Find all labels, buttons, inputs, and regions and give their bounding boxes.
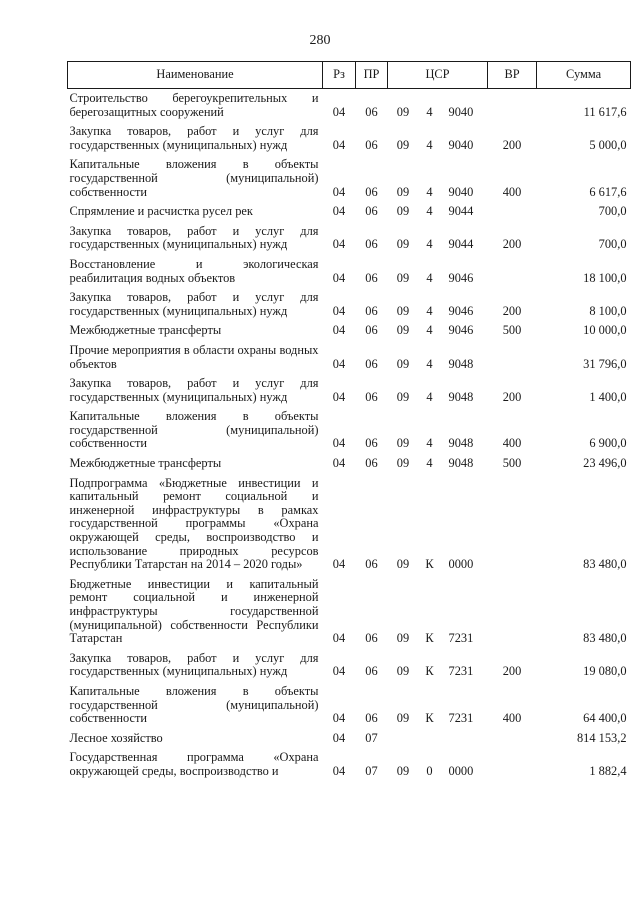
row-csr-direction: 7231 xyxy=(448,631,474,646)
row-csr-program: 09 xyxy=(396,323,410,338)
row-rz: 04 xyxy=(332,184,346,199)
row-csr-direction: 0000 xyxy=(448,763,474,778)
row-pr: 06 xyxy=(365,184,378,199)
row-pr: 06 xyxy=(365,323,378,338)
row-sum: 11 617,6 xyxy=(583,104,627,119)
row-sum: 18 100,0 xyxy=(583,270,627,285)
row-csr-subprogram: 4 xyxy=(426,436,433,451)
row-rz: 04 xyxy=(332,664,346,679)
row-pr: 06 xyxy=(365,456,378,471)
row-csr-subprogram: 4 xyxy=(426,184,433,199)
row-sum: 8 100,0 xyxy=(589,303,627,318)
row-csr-direction: 9046 xyxy=(448,303,474,318)
row-vr: 400 xyxy=(502,711,522,726)
row-csr-direction: 9048 xyxy=(448,356,474,371)
table-row xyxy=(68,155,631,202)
header-pr: ПР xyxy=(356,62,388,89)
row-sum: 10 000,0 xyxy=(583,323,627,338)
row-vr xyxy=(488,729,537,749)
table-row xyxy=(68,748,631,781)
row-sum: 83 480,0 xyxy=(583,631,627,646)
row-csr-subprogram: 4 xyxy=(426,389,433,404)
header-csr: ЦСР xyxy=(388,62,488,89)
row-csr-program: 09 xyxy=(396,204,410,219)
table-row xyxy=(68,89,631,123)
table-body xyxy=(68,89,631,782)
row-name: Закупка товаров, работ и услуг для государственных (муниципальных) нужд xyxy=(69,290,319,318)
row-vr: 500 xyxy=(502,456,522,471)
row-pr: 06 xyxy=(365,137,378,152)
row-csr-direction xyxy=(441,729,488,749)
row-csr-subprogram: К xyxy=(425,664,434,679)
row-sum: 1 400,0 xyxy=(589,389,627,404)
row-rz: 04 xyxy=(332,237,346,252)
row-pr: 06 xyxy=(365,237,378,252)
row-rz: 04 xyxy=(332,137,346,152)
table-row xyxy=(68,321,631,341)
row-pr: 06 xyxy=(365,436,378,451)
row-rz: 04 xyxy=(332,730,346,745)
row-name: Капитальные вложения в объекты государственной (муниципальной) собственности xyxy=(69,409,319,451)
row-csr-subprogram: 4 xyxy=(426,323,433,338)
row-csr-direction: 7231 xyxy=(448,664,474,679)
row-name: Восстановление и экологическая реабилитация водных объектов xyxy=(69,256,319,285)
table-row xyxy=(68,341,631,374)
row-sum: 19 080,0 xyxy=(583,664,627,679)
row-csr-subprogram: 0 xyxy=(426,763,433,778)
table-row xyxy=(68,649,631,682)
row-name: Прочие мероприятия в области охраны водных объектов xyxy=(69,342,319,371)
row-csr-direction: 9048 xyxy=(448,436,474,451)
row-csr-subprogram: К xyxy=(425,631,434,646)
row-csr-program: 09 xyxy=(396,137,410,152)
row-sum: 23 496,0 xyxy=(583,456,627,471)
table-row xyxy=(68,575,631,649)
table-row xyxy=(68,474,631,575)
row-csr-program: 09 xyxy=(396,356,410,371)
row-csr-subprogram: 4 xyxy=(426,356,433,371)
row-sum: 6 900,0 xyxy=(589,436,627,451)
row-sum: 6 617,6 xyxy=(589,184,627,199)
row-pr: 06 xyxy=(365,711,378,726)
table-row xyxy=(68,407,631,454)
row-sum: 5 000,0 xyxy=(589,137,627,152)
header-name: Наименование xyxy=(68,62,323,89)
row-pr: 06 xyxy=(365,664,378,679)
row-csr-subprogram: 4 xyxy=(426,104,433,119)
table-row xyxy=(68,122,631,155)
row-csr-direction: 9040 xyxy=(448,184,474,199)
row-csr-direction: 0000 xyxy=(448,557,474,572)
header-vr: ВР xyxy=(488,62,537,89)
row-csr-direction: 9046 xyxy=(448,270,474,285)
row-pr: 07 xyxy=(365,763,378,778)
row-rz: 04 xyxy=(332,763,346,778)
row-rz: 04 xyxy=(332,303,346,318)
row-rz: 04 xyxy=(332,389,346,404)
budget-table xyxy=(67,61,631,782)
table-header-row xyxy=(68,62,631,89)
row-csr-program: 09 xyxy=(396,237,410,252)
row-csr-program: 09 xyxy=(396,104,410,119)
row-sum: 700,0 xyxy=(598,237,627,252)
row-pr: 06 xyxy=(365,356,378,371)
row-vr xyxy=(488,748,537,781)
row-pr: 06 xyxy=(365,389,378,404)
row-csr-subprogram: 4 xyxy=(426,303,433,318)
row-vr: 200 xyxy=(502,303,522,318)
row-csr-direction: 7231 xyxy=(448,711,474,726)
row-rz: 04 xyxy=(332,711,346,726)
row-csr-subprogram: 4 xyxy=(426,137,433,152)
row-pr: 06 xyxy=(365,204,378,219)
row-csr-program: 09 xyxy=(396,270,410,285)
row-csr-program xyxy=(388,729,419,749)
row-sum: 700,0 xyxy=(598,204,627,219)
row-vr: 400 xyxy=(502,436,522,451)
row-csr-direction: 9048 xyxy=(448,389,474,404)
row-csr-direction: 9040 xyxy=(448,137,474,152)
row-csr-direction: 9044 xyxy=(448,204,474,219)
row-rz: 04 xyxy=(332,436,346,451)
row-name: Межбюджетные трансферты xyxy=(69,456,222,471)
row-pr: 06 xyxy=(365,557,378,572)
row-csr-program: 09 xyxy=(396,436,410,451)
row-name: Государственная программа «Охрана окружающей среды, воспроизводство и xyxy=(69,750,319,778)
row-vr: 200 xyxy=(502,137,522,152)
row-vr xyxy=(488,341,537,374)
row-sum: 31 796,0 xyxy=(583,356,627,371)
row-rz: 04 xyxy=(332,204,346,219)
header-rz: Рз xyxy=(323,62,356,89)
table-row xyxy=(68,729,631,749)
row-name: Межбюджетные трансферты xyxy=(69,323,222,338)
row-name: Подпрограмма «Бюджетные инвестиции и капитальный ремонт социальной и инженерной инфраструктуры в рамках государственной программы «Охрана окружающей среды, воспроизводство и использование природных ресурсов Республики Татарстан на 2014 – 2020 годы» xyxy=(69,475,319,572)
row-pr: 06 xyxy=(365,104,378,119)
row-csr-subprogram: 4 xyxy=(426,270,433,285)
row-csr-subprogram: К xyxy=(425,557,434,572)
row-sum: 64 400,0 xyxy=(583,711,627,726)
row-rz: 04 xyxy=(332,356,346,371)
row-csr-program: 09 xyxy=(396,763,410,778)
row-sum: 814 153,2 xyxy=(576,730,627,745)
row-sum: 1 882,4 xyxy=(589,763,627,778)
row-pr: 07 xyxy=(365,730,378,745)
row-name: Строительство берегоукрепительных и берегозащитных сооружений xyxy=(69,91,319,119)
page-number: 280 xyxy=(309,33,331,48)
row-csr-direction: 9046 xyxy=(448,323,474,338)
row-name: Закупка товаров, работ и услуг для государственных (муниципальных) нужд xyxy=(69,650,319,679)
row-rz: 04 xyxy=(332,557,346,572)
row-vr: 400 xyxy=(502,184,522,199)
row-csr-subprogram: 4 xyxy=(426,237,433,252)
row-vr xyxy=(488,575,537,649)
table-row xyxy=(68,374,631,407)
row-name: Закупка товаров, работ и услуг для государственных (муниципальных) нужд xyxy=(69,124,319,152)
row-csr-subprogram: К xyxy=(425,711,434,726)
row-csr-program: 09 xyxy=(396,557,410,572)
row-csr-program: 09 xyxy=(396,456,410,471)
row-csr-subprogram xyxy=(419,729,441,749)
row-name: Бюджетные инвестиции и капитальный ремонт социальной и инженерной инфраструктуры государственной (муниципальной) собственности Республики Татарстан xyxy=(69,576,319,646)
row-name: Закупка товаров, работ и услуг для государственных (муниципальных) нужд xyxy=(69,223,319,252)
row-csr-subprogram: 4 xyxy=(426,204,433,219)
row-csr-direction: 9048 xyxy=(448,456,474,471)
row-vr xyxy=(488,255,537,288)
table-row xyxy=(68,255,631,288)
row-rz: 04 xyxy=(332,631,346,646)
row-csr-program: 09 xyxy=(396,664,410,679)
row-vr: 200 xyxy=(502,389,522,404)
table-row xyxy=(68,222,631,255)
row-vr: 200 xyxy=(502,664,522,679)
row-rz: 04 xyxy=(332,323,346,338)
row-vr xyxy=(488,202,537,222)
row-csr-program: 09 xyxy=(396,389,410,404)
table-row xyxy=(68,682,631,729)
row-vr: 200 xyxy=(502,237,522,252)
row-sum: 83 480,0 xyxy=(583,557,627,572)
header-sum: Сумма xyxy=(537,62,631,89)
row-vr xyxy=(488,89,537,123)
row-csr-program: 09 xyxy=(396,184,410,199)
row-csr-program: 09 xyxy=(396,303,410,318)
row-rz: 04 xyxy=(332,104,346,119)
row-vr: 500 xyxy=(502,323,522,338)
row-name: Спрямление и расчистка русел рек xyxy=(69,204,253,219)
row-pr: 06 xyxy=(365,631,378,646)
table-row xyxy=(68,288,631,321)
row-vr xyxy=(488,474,537,575)
table-row xyxy=(68,454,631,474)
row-rz: 04 xyxy=(332,270,346,285)
table-row xyxy=(68,202,631,222)
row-pr: 06 xyxy=(365,303,378,318)
row-name: Лесное хозяйство xyxy=(69,730,163,745)
row-csr-program: 09 xyxy=(396,711,410,726)
row-pr: 06 xyxy=(365,270,378,285)
row-csr-direction: 9044 xyxy=(448,237,474,252)
row-csr-direction: 9040 xyxy=(448,104,474,119)
row-csr-program: 09 xyxy=(396,631,410,646)
row-name: Капитальные вложения в объекты государственной (муниципальной) собственности xyxy=(69,157,319,199)
row-name: Капитальные вложения в объекты государственной (муниципальной) собственности xyxy=(69,683,319,726)
row-rz: 04 xyxy=(332,456,346,471)
row-csr-subprogram: 4 xyxy=(426,456,433,471)
row-name: Закупка товаров, работ и услуг для государственных (муниципальных) нужд xyxy=(69,376,319,404)
